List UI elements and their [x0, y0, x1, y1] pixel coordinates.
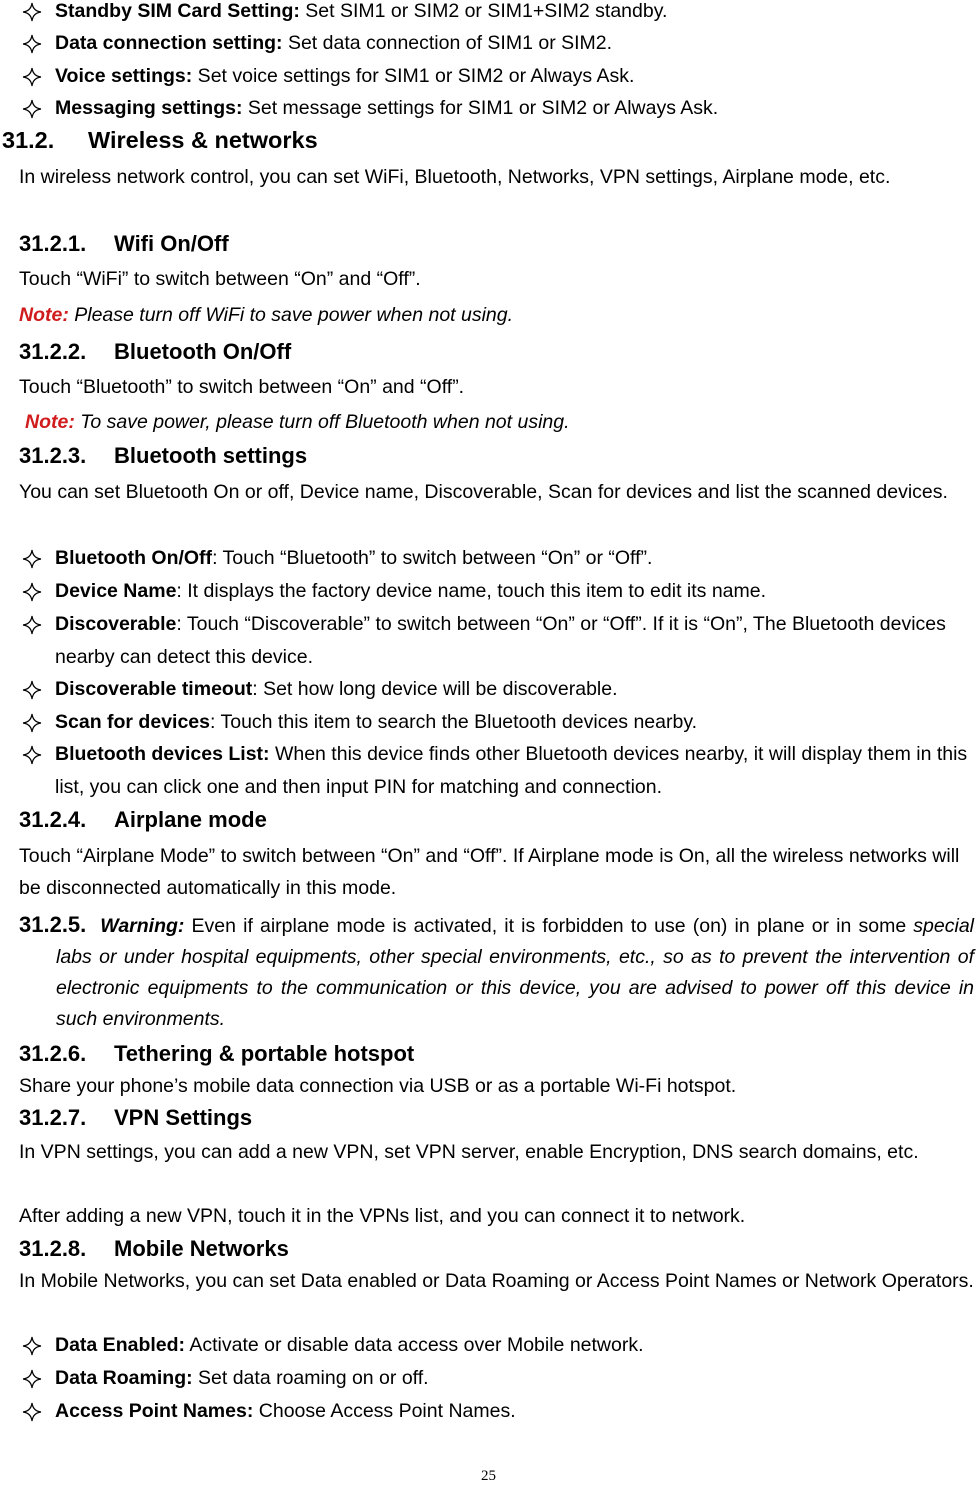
- diamond-bullet-icon: [20, 608, 44, 641]
- diamond-bullet-icon: [20, 92, 44, 125]
- airplane-heading: [19, 805, 267, 835]
- bullet-label: Discoverable timeout: [55, 678, 253, 700]
- bullet-text: Set data roaming on or off.: [192, 1367, 429, 1389]
- bullet-text: Set SIM1 or SIM2 or SIM1+SIM2 standby.: [299, 0, 668, 22]
- bullet-text: : Touch “Bluetooth” to switch between “On” or “Off”.: [212, 547, 653, 569]
- bt-settings-heading: [19, 441, 307, 471]
- note-label: Note:: [25, 411, 75, 433]
- warning-number: 31.2.5.: [19, 912, 87, 937]
- bullet-text: Set message settings for SIM1 or SIM2 or Always Ask.: [242, 97, 719, 119]
- airplane-title: Airplane mode: [114, 807, 267, 832]
- vpn-title: VPN Settings: [114, 1105, 253, 1130]
- tethering-heading: [19, 1039, 414, 1069]
- mobile-number: 31.2.8.: [19, 1236, 87, 1261]
- bullet-label: Bluetooth devices List:: [55, 743, 270, 765]
- wifi-heading: [19, 229, 229, 259]
- mobile-heading: [19, 1234, 289, 1264]
- vpn-heading: [19, 1103, 252, 1133]
- bullet-bt-devices-list: [20, 738, 975, 804]
- wifi-text: Touch “WiFi” to switch between “On” and “Off”.: [19, 268, 421, 290]
- bullet-label: Standby SIM Card Setting:: [55, 0, 300, 22]
- wifi-title: Wifi On/Off: [114, 231, 229, 256]
- bullet-label: Discoverable: [55, 613, 177, 635]
- bt-settings-number: 31.2.3.: [19, 443, 87, 468]
- diamond-bullet-icon: [20, 27, 44, 60]
- tethering-title: Tethering & portable hotspot: [114, 1041, 415, 1066]
- bullet-label: Voice settings:: [55, 65, 193, 87]
- section-title: Wireless & networks: [88, 127, 318, 153]
- bullet-label: Device Name: [55, 580, 177, 602]
- tethering-number: 31.2.6.: [19, 1041, 87, 1066]
- warning-label: Warning:: [100, 915, 185, 937]
- bullet-label: Bluetooth On/Off: [55, 547, 213, 569]
- airplane-text: Touch “Airplane Mode” to switch between “On” and “Off”. If Airplane mode is On, all the wireless networks will be disconnected automatically in this mode.: [19, 845, 960, 899]
- bt-onoff-heading: [19, 337, 291, 367]
- diamond-bullet-icon: [20, 1362, 44, 1395]
- bullet-access-point-names: [20, 1395, 975, 1428]
- bullet-text: : It displays the factory device name, touch this item to edit its name.: [176, 580, 767, 602]
- bullet-text: Set data connection of SIM1 or SIM2.: [282, 32, 613, 54]
- warning-text-a: Even if airplane mode is activated, it is forbidden to use (on) in plane or in some: [184, 915, 914, 937]
- bullet-standby-sim: [20, 0, 975, 28]
- bullet-text: : Set how long device will be discoverable.: [252, 678, 618, 700]
- bullet-label: Messaging settings:: [55, 97, 243, 119]
- bullet-label: Data Roaming:: [55, 1367, 193, 1389]
- wifi-number: 31.2.1.: [19, 231, 87, 256]
- bt-onoff-number: 31.2.2.: [19, 339, 87, 364]
- mobile-title: Mobile Networks: [114, 1236, 289, 1261]
- page-number: 25: [481, 1468, 496, 1484]
- diamond-bullet-icon: [20, 1329, 44, 1362]
- bullet-label: Data connection setting:: [55, 32, 283, 54]
- note-text: Please turn off WiFi to save power when not using.: [68, 304, 514, 326]
- bullet-voice-settings: [20, 60, 975, 93]
- diamond-bullet-icon: [20, 575, 44, 608]
- bullet-text: : Touch this item to search the Bluetooth devices nearby.: [210, 711, 698, 733]
- bt-onoff-title: Bluetooth On/Off: [114, 339, 292, 364]
- mobile-text: In Mobile Networks, you can set Data enabled or Data Roaming or Access Point Names or Network Operators.: [19, 1270, 974, 1292]
- bullet-label: Data Enabled:: [55, 1334, 186, 1356]
- diamond-bullet-icon: [20, 1395, 44, 1428]
- bullet-text: When this device finds other Bluetooth devices nearby, it will display them in this list, you can click one and then input PIN for matching and connection.: [55, 743, 968, 798]
- bullet-device-name: [20, 575, 975, 608]
- airplane-number: 31.2.4.: [19, 807, 87, 832]
- bullet-data-enabled: [20, 1329, 975, 1362]
- bt-settings-title: Bluetooth settings: [114, 443, 308, 468]
- note-label: Note:: [19, 304, 69, 326]
- vpn-text: In VPN settings, you can add a new VPN, set VPN server, enable Encryption, DNS search domains, etc.: [19, 1141, 919, 1163]
- bt-onoff-note: [25, 406, 570, 438]
- vpn-text-2: After adding a new VPN, touch it in the VPNs list, and you can connect it to network.: [19, 1205, 746, 1227]
- bullet-bt-onoff: [20, 542, 975, 575]
- bullet-messaging-settings: [20, 92, 975, 125]
- tethering-text: Share your phone’s mobile data connection via USB or as a portable Wi-Fi hotspot.: [19, 1075, 737, 1097]
- note-text: To save power, please turn off Bluetooth when not using.: [74, 411, 570, 433]
- bullet-text: Set voice settings for SIM1 or SIM2 or Always Ask.: [192, 65, 635, 87]
- wifi-note: [19, 299, 513, 331]
- bt-onoff-text: Touch “Bluetooth” to switch between “On” and “Off”.: [19, 376, 465, 398]
- bullet-label: Scan for devices: [55, 711, 210, 733]
- diamond-bullet-icon: [20, 60, 44, 93]
- bullet-scan-devices: [20, 706, 975, 739]
- section-heading: [2, 125, 318, 155]
- diamond-bullet-icon: [20, 542, 44, 575]
- diamond-bullet-icon: [20, 0, 44, 28]
- bullet-text: Activate or disable data access over Mobile network.: [185, 1334, 644, 1356]
- diamond-bullet-icon: [20, 673, 44, 706]
- diamond-bullet-icon: [20, 706, 44, 739]
- bullet-label: Access Point Names:: [55, 1400, 254, 1422]
- vpn-number: 31.2.7.: [19, 1105, 87, 1130]
- bullet-text: : Touch “Discoverable” to switch between “On” or “Off”. If it is “On”, The Bluetooth devices nearby can detect this device.: [55, 613, 946, 668]
- section-number: 31.2.: [2, 127, 55, 153]
- bullet-text: Choose Access Point Names.: [253, 1400, 516, 1422]
- bullet-discoverable: [20, 608, 975, 674]
- bullet-data-roaming: [20, 1362, 975, 1395]
- section-intro: In wireless network control, you can set WiFi, Bluetooth, Networks, VPN settings, Airplane mode, etc.: [19, 166, 891, 188]
- bt-settings-text: You can set Bluetooth On or off, Device name, Discoverable, Scan for devices and list the scanned devices.: [19, 481, 948, 503]
- bullet-data-connection: [20, 27, 975, 60]
- warning-paragraph: [19, 909, 974, 1035]
- diamond-bullet-icon: [20, 738, 44, 771]
- warning-text-b: special labs or under hospital equipments, other special environments, etc., so as to prevent the intervention of electronic equipments to the communication or this device, you are advised to power off this device in such environments.: [56, 915, 974, 1030]
- bullet-discoverable-timeout: [20, 673, 975, 706]
